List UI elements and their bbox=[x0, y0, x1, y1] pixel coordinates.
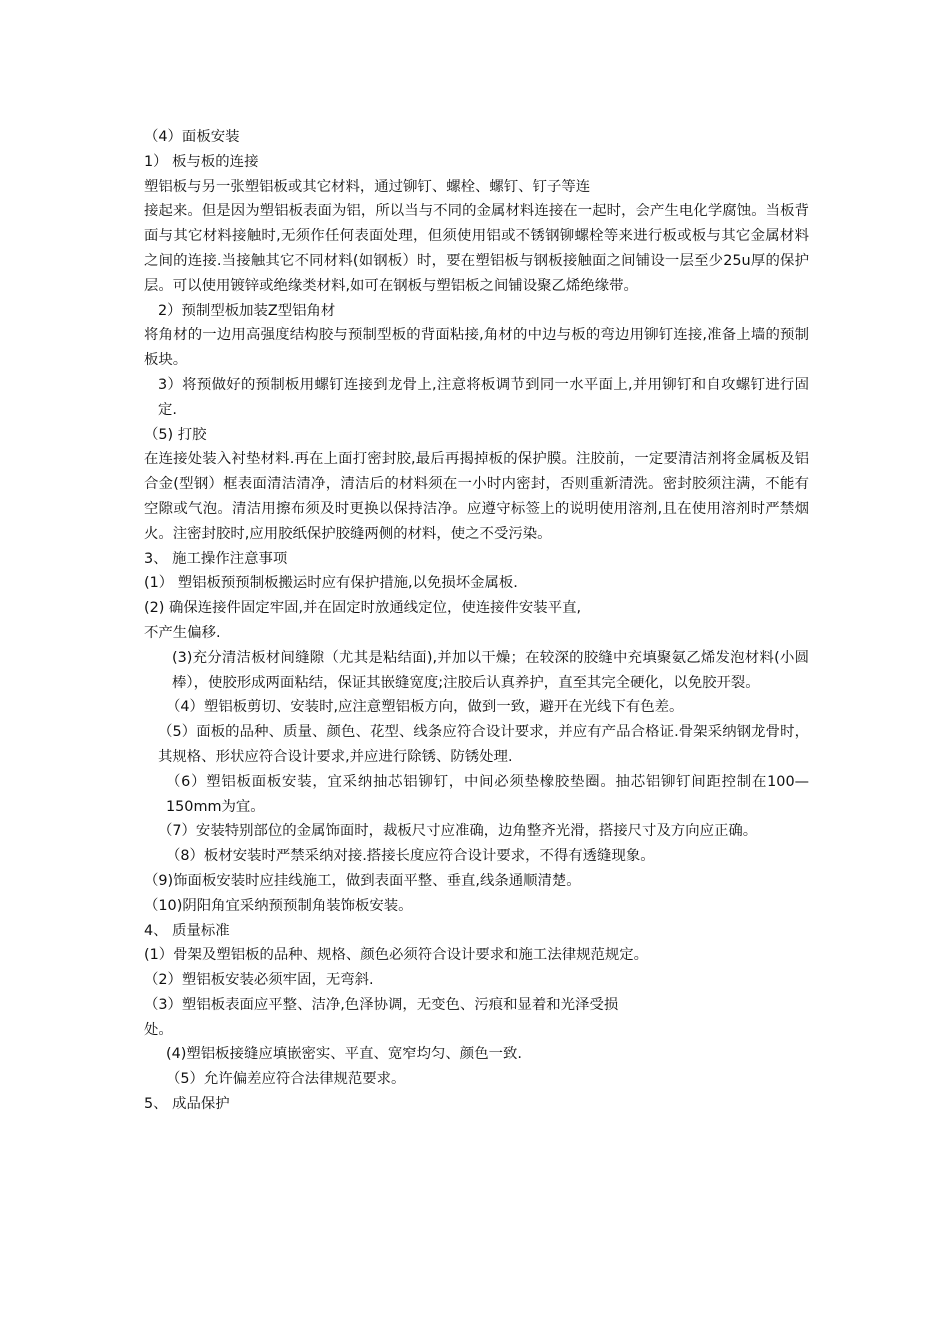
paragraph: 在连接处装入衬垫材料.再在上面打密封胶,最后再揭掉板的保护膜。注胶前，一定要清洁剂将金属板及铝合金(型钢）框表面清洁清净，清洁后的材料须在一小时内密封，否则重新清洗。密封胶须注满，不能有空隙或气泡。清洁用擦布须及时更换以保持洁净。应遵守标签上的说明使用溶剂,且在使用溶剂时严禁烟火。注密封胶时,应用胶纸保护胶缝两侧的材料，使之不受污染。 bbox=[144, 451, 809, 542]
heading-panel-installation: （4）面板安装 bbox=[144, 129, 240, 145]
section-heading-precautions: 3、 施工操作注意事项 bbox=[144, 550, 288, 567]
list-item: （5）允许偏差应符合法律规范要求。 bbox=[166, 1071, 406, 1088]
list-item: （8）板材安装时严禁采纳对接.搭接长度应符合设计要求，不得有透缝现象。 bbox=[166, 848, 655, 865]
list-item: （7）安装特别部位的金属饰面时，裁板尺寸应准确，边角整齐光滑，搭接尺寸及方向应正确。 bbox=[158, 823, 758, 840]
paragraph: 将角材的一边用高强度结构胶与预制型板的背面粘接,角材的中边与板的弯边用铆钉连接,准备上墙的预制板块。 bbox=[144, 327, 809, 369]
list-item: (4)塑铝板接缝应填嵌密实、平直、宽窄均匀、颜色一致. bbox=[166, 1046, 522, 1063]
document-body bbox=[144, 125, 809, 1117]
list-item: (1） 塑铝板预预制板搬运时应有保护措施,以免损坏金属板. bbox=[144, 575, 518, 592]
section-heading-protection: 5、 成品保护 bbox=[144, 1096, 230, 1113]
paragraph: 塑铝板与另一张塑铝板或其它材料，通过铆钉、螺栓、螺钉、钉子等连 bbox=[144, 178, 591, 195]
paragraph: 3）将预做好的预制板用螺钉连接到龙骨上,注意将板调节到同一水平面上,并用铆钉和自攻螺钉进行固定. bbox=[158, 376, 809, 418]
list-item: （6）塑铝板面板安装，宜采纳抽芯铝铆钉，中间必须垫橡胶垫圈。抽芯铝铆钉间距控制在100—150mm为宜。 bbox=[166, 773, 809, 815]
subheading-z-angle: 2）预制型板加装Z型铝角材 bbox=[158, 302, 336, 319]
list-item: (2) 确保连接件固定牢固,并在固定时放通线定位，使连接件安装平直, bbox=[144, 600, 582, 617]
section-heading-quality: 4、 质量标准 bbox=[144, 922, 230, 939]
list-item: (1）骨架及塑铝板的品种、规格、颜色必须符合设计要求和施工法律规范规定。 bbox=[144, 947, 649, 964]
list-item: （4）塑铝板剪切、安装时,应注意塑铝板方向，做到一致，避开在光线下有色差。 bbox=[166, 699, 684, 716]
list-item: （9)饰面板安装时应挂线施工，做到表面平整、垂直,线条通顺清楚。 bbox=[144, 872, 581, 889]
paragraph: 接起来。但是因为塑铝板表面为铝，所以当与不同的金属材料连接在一起时，会产生电化学腐蚀。当板背面与其它材料接触时,无须作任何表面处理，但须使用铝或不锈钢铆螺栓等来进行板或板与其它金属材料之间的连接.当接触其它不同材料(如钢板）时，要在塑铝板与钢板接触面之间铺设一层至少25u厚的保护层。可以使用镀锌或绝缘类材料,如可在钢板与塑铝板之间铺设聚乙烯绝缘带。 bbox=[144, 203, 809, 294]
heading-glue: （5) 打胶 bbox=[144, 426, 207, 443]
list-item-continued: 处。 bbox=[144, 1021, 173, 1038]
list-item-continued: 不产生偏移. bbox=[144, 624, 221, 641]
list-item: （3）塑铝板表面应平整、洁净,色泽协调，无变色、污痕和显着和光泽受损 bbox=[144, 996, 619, 1013]
list-item: （10)阴阳角宜采纳预预制角装饰板安装。 bbox=[144, 897, 413, 914]
list-item: （2）塑铝板安装必须牢固，无弯斜. bbox=[144, 972, 374, 989]
list-item: （5）面板的品种、质量、颜色、花型、线条应符合设计要求，并应有产品合格证.骨架采纳钢龙骨时，其规格、形状应符合设计要求,并应进行除锈、防锈处理. bbox=[158, 724, 809, 765]
subheading-board-connection: 1） 板与板的连接 bbox=[144, 153, 259, 170]
list-item: (3)充分清洁板材间缝隙（尤其是粘结面),并加以干燥；在较深的胶缝中充填聚氨乙烯发泡材料(小圆棒），使胶形成两面粘结，保证其嵌缝宽度;注胶后认真养护，直至其完全硬化，以免胶开裂。 bbox=[172, 649, 809, 691]
